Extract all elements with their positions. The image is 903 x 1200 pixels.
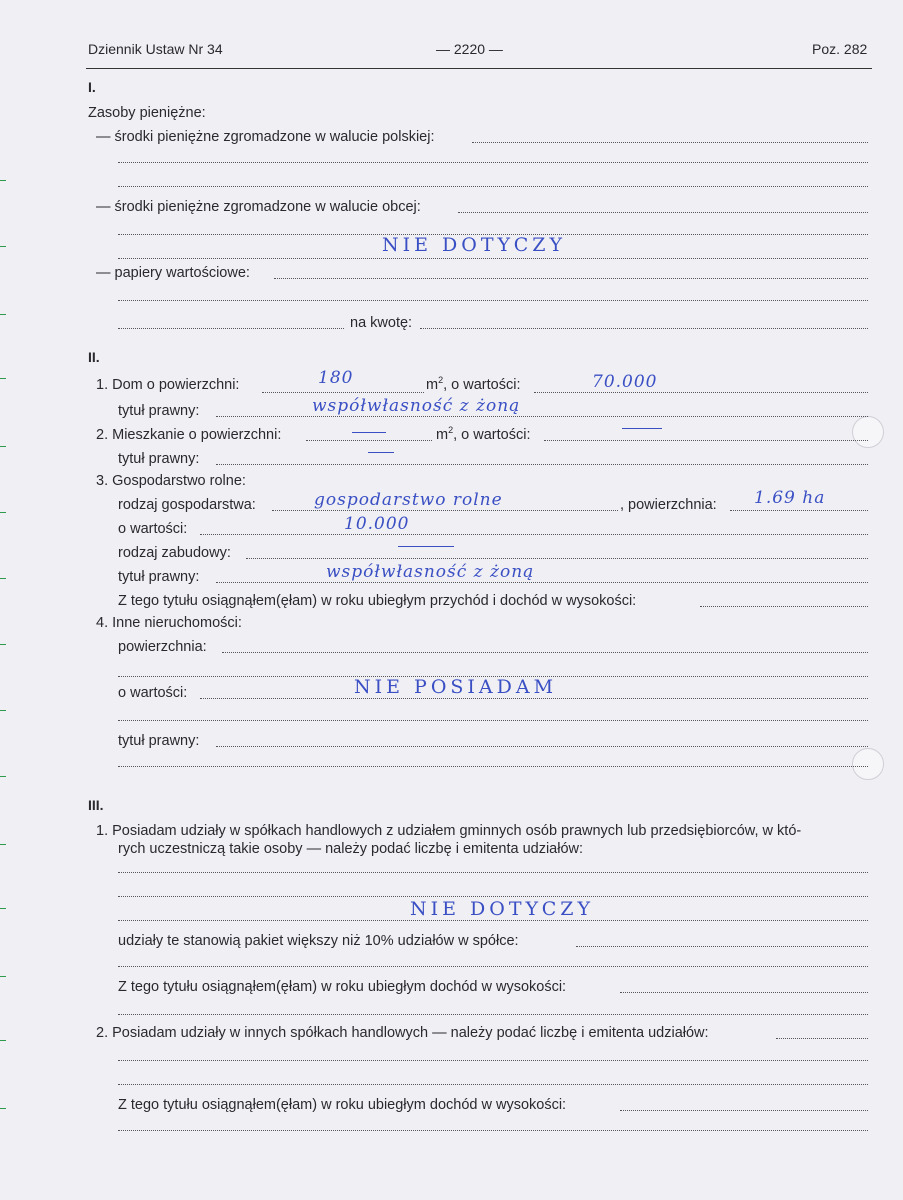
other-not-owned: NIE POSIADAM <box>354 676 558 698</box>
other-shares-field-line[interactable] <box>118 1060 868 1061</box>
other-title-field[interactable] <box>216 746 868 747</box>
margin-mark <box>0 1040 6 1041</box>
farm-title-value: współwłasność z żoną <box>326 562 535 582</box>
flat-value-field[interactable] <box>544 440 868 441</box>
shares-question-2: 2. Posiadam udziały w innych spółkach handlowych — należy podać liczbę i emitenta udziałów: <box>96 1025 709 1041</box>
flat-label: 2. Mieszkanie o powierzchni: <box>96 427 282 443</box>
shares-field-line[interactable] <box>118 872 868 873</box>
margin-mark <box>0 844 6 845</box>
punch-hole <box>852 748 884 780</box>
section-ii-title: II. <box>88 349 100 365</box>
page-number: — 2220 — <box>436 41 503 57</box>
farm-type-field[interactable] <box>272 510 618 511</box>
shares-question-1-cont: rych uczestniczą takie osoby — należy podać liczbę i emitenta udziałów: <box>118 841 584 857</box>
shares-not-applicable: NIE DOTYCZY <box>410 898 595 920</box>
other-title-field-line[interactable] <box>118 766 868 767</box>
house-area-value: 180 <box>318 368 354 388</box>
other-shares-income-field-line[interactable] <box>118 1130 868 1131</box>
securities-field-line[interactable] <box>118 300 868 301</box>
flat-m2-label: $m^2$, o wartości: <box>436 425 531 443</box>
shares-field-line[interactable] <box>118 920 868 921</box>
margin-mark <box>0 976 6 977</box>
flat-area-field[interactable] <box>306 440 432 441</box>
other-shares-field-line[interactable] <box>118 1084 868 1085</box>
other-title-label: tytuł prawny: <box>118 733 200 749</box>
stake-field-line[interactable] <box>118 966 868 967</box>
margin-mark <box>0 644 6 645</box>
punch-hole <box>852 416 884 448</box>
other-shares-field[interactable] <box>776 1038 868 1039</box>
shares-field-line[interactable] <box>118 896 868 897</box>
pln-field-line[interactable] <box>118 162 868 163</box>
other-value-label: o wartości: <box>118 685 188 701</box>
flat-title-label: tytuł prawny: <box>118 451 200 467</box>
margin-mark <box>0 180 6 181</box>
house-value: 70.000 <box>592 372 658 392</box>
house-label: 1. Dom o powierzchni: <box>96 377 240 393</box>
farm-value-label: o wartości: <box>118 521 188 537</box>
header-rule <box>86 68 872 69</box>
foreign-field-line[interactable] <box>118 258 868 259</box>
margin-mark <box>0 578 6 579</box>
amount-field[interactable] <box>420 328 868 329</box>
other-shares-income-field[interactable] <box>620 1110 868 1111</box>
flat-title-field[interactable] <box>216 464 868 465</box>
other-value-field[interactable] <box>200 698 868 699</box>
margin-mark <box>0 908 6 909</box>
margin-mark <box>0 710 6 711</box>
stake-field[interactable] <box>576 946 868 947</box>
shares-income-field-line[interactable] <box>118 1014 868 1015</box>
house-m2-label: $m^2$, o wartości: <box>426 375 521 393</box>
margin-mark <box>0 1108 6 1109</box>
section-i-title: I. <box>88 79 96 95</box>
farm-income-label: Z tego tytułu osiągnąłem(ęłam) w roku ubiegłym przychód i dochód w wysokości: <box>118 593 637 609</box>
farm-type-value: gospodarstwo rolne <box>314 490 503 510</box>
house-value-field[interactable] <box>534 392 868 393</box>
margin-mark <box>0 776 6 777</box>
securities-field-line[interactable] <box>118 328 344 329</box>
position-number: Poz. 282 <box>812 41 868 57</box>
farm-buildings-label: rodzaj zabudowy: <box>118 545 231 561</box>
flat-area-dash <box>352 432 386 433</box>
margin-mark <box>0 378 6 379</box>
house-title-value: współwłasność z żoną <box>312 396 521 416</box>
cash-not-applicable: NIE DOTYCZY <box>382 234 567 256</box>
farm-value: 10.000 <box>344 514 410 534</box>
farm-area-label: , powierzchnia: <box>620 497 717 513</box>
shares-income-field[interactable] <box>620 992 868 993</box>
house-title-field[interactable] <box>216 416 868 417</box>
flat-value-dash <box>622 428 662 429</box>
margin-mark <box>0 512 6 513</box>
section-iii-title: III. <box>88 797 104 813</box>
farm-buildings-dash <box>398 546 454 547</box>
stake-label: udziały te stanowią pakiet większy niż 10% udziałów w spółce: <box>118 933 519 949</box>
cash-heading: Zasoby pieniężne: <box>88 105 206 121</box>
amount-label: na kwotę: <box>350 315 413 331</box>
journal-title: Dziennik Ustaw Nr 34 <box>88 41 223 57</box>
shares-question-1: 1. Posiadam udziały w spółkach handlowych z udziałem gminnych osób prawnych lub przedsiębiorców, w któ- <box>96 823 802 839</box>
farm-type-label: rodzaj gospodarstwa: <box>118 497 256 513</box>
house-title-label: tytuł prawny: <box>118 403 200 419</box>
farm-label: 3. Gospodarstwo rolne: <box>96 473 246 489</box>
farm-area-value: 1.69 ha <box>754 488 826 508</box>
other-shares-income-label: Z tego tytułu osiągnąłem(ęłam) w roku ubiegłym dochód w wysokości: <box>118 1097 567 1113</box>
margin-mark <box>0 314 6 315</box>
margin-mark <box>0 246 6 247</box>
other-property-label: 4. Inne nieruchomości: <box>96 615 242 631</box>
pln-label: — środki pieniężne zgromadzone w walucie polskiej: <box>96 129 435 145</box>
flat-title-dash <box>368 452 394 453</box>
other-area-label: powierzchnia: <box>118 639 207 655</box>
other-value-field-line[interactable] <box>118 720 868 721</box>
foreign-label: — środki pieniężne zgromadzone w walucie obcej: <box>96 199 421 215</box>
shares-income-label: Z tego tytułu osiągnąłem(ęłam) w roku ubiegłym dochód w wysokości: <box>118 979 567 995</box>
securities-label: — papiery wartościowe: <box>96 265 250 281</box>
farm-title-label: tytuł prawny: <box>118 569 200 585</box>
farm-income-field[interactable] <box>700 606 868 607</box>
foreign-field[interactable] <box>458 212 868 213</box>
pln-field-line[interactable] <box>118 186 868 187</box>
farm-buildings-field[interactable] <box>246 558 868 559</box>
securities-field[interactable] <box>274 278 868 279</box>
farm-area-field[interactable] <box>730 510 868 511</box>
margin-mark <box>0 446 6 447</box>
farm-value-field[interactable] <box>200 534 868 535</box>
farm-title-field[interactable] <box>216 582 868 583</box>
house-area-field[interactable] <box>262 392 424 393</box>
other-area-field[interactable] <box>222 652 868 653</box>
pln-field[interactable] <box>472 142 868 143</box>
